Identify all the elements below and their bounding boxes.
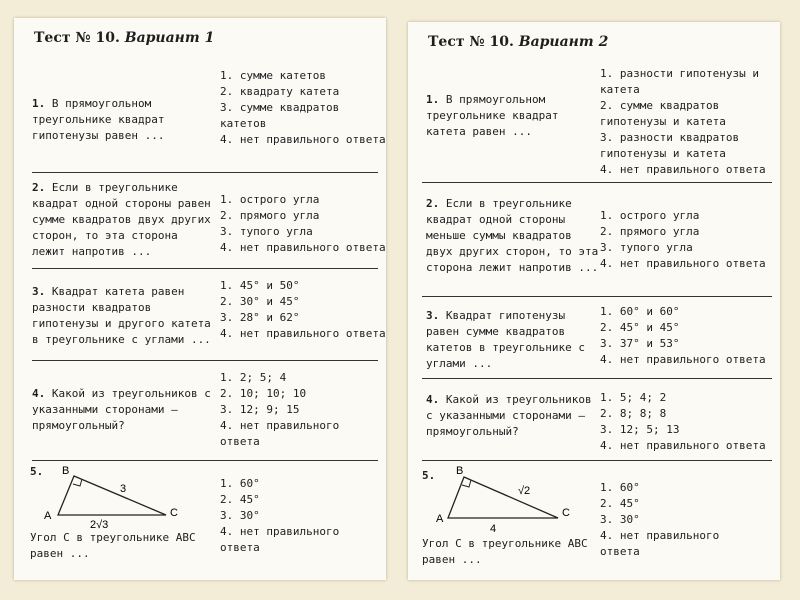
answer-option[interactable]: 2. 10; 10; 10 (220, 387, 307, 400)
vertex-label-b: B (456, 465, 464, 477)
divider (32, 360, 378, 361)
answer-option[interactable]: 2. 45° (220, 493, 260, 506)
question-3 (32, 284, 212, 348)
answers-2 (220, 192, 386, 256)
answer-option[interactable]: 3. тупого угла (600, 241, 693, 254)
answer-option[interactable]: 2. 45° (600, 497, 640, 510)
answer-option[interactable]: 3. тупого угла (220, 225, 313, 238)
question-number: 1. (426, 93, 440, 106)
answer-option[interactable]: 4. нет правильного ответа (220, 525, 340, 554)
question-text: Какой из треугольников с указанными сторонами — прямоугольный? (426, 393, 592, 438)
vertex-label-a: A (44, 510, 52, 522)
answer-option[interactable]: 1. 60° (600, 481, 640, 494)
divider (422, 296, 772, 297)
question-1 (32, 96, 212, 144)
answer-option[interactable]: 4. нет правильного ответа (220, 327, 386, 340)
question-number: 4. (32, 387, 46, 400)
vertex-label-b: B (62, 465, 70, 477)
answer-option[interactable]: 3. 37° и 53° (600, 337, 680, 350)
answer-option[interactable]: 4. нет правильного ответа (600, 439, 766, 452)
answer-option[interactable]: 1. 5; 4; 2 (600, 391, 667, 404)
answer-option[interactable]: 4. нет правильного ответа (600, 353, 766, 366)
answer-option[interactable]: 2. прямого угла (220, 209, 320, 222)
question-4 (426, 392, 600, 440)
title-variant: Вариант 1 (124, 30, 215, 46)
vertex-label-a: A (436, 513, 444, 525)
answer-option[interactable]: 4. нет правильного ответа (600, 163, 766, 176)
answers-2 (600, 208, 774, 272)
answers-1 (220, 68, 386, 148)
question-text: Если в треугольнике квадрат одной стороны меньше суммы квадратов двух других сторон, то эта сторона лежит напротив ... (426, 197, 599, 274)
answer-option[interactable]: 3. 28° и 62° (220, 311, 300, 324)
question-number: 4. (426, 393, 440, 406)
side-label-ac: 4 (490, 523, 497, 535)
page-title (34, 30, 214, 46)
right-angle-mark (73, 479, 82, 486)
question-5 (422, 536, 606, 568)
question-text: Квадрат катета равен разности квадратов гипотенузы и другого катета в треугольнике с углами ... (32, 285, 211, 346)
vertex-label-c: C (170, 507, 178, 519)
title-variant: Вариант 2 (518, 34, 609, 50)
question-2 (32, 180, 212, 260)
answers-1 (600, 66, 774, 178)
answer-option[interactable]: 4. нет правильного ответа (220, 241, 386, 254)
question-number: 3. (32, 285, 46, 298)
answer-option[interactable]: 2. 8; 8; 8 (600, 407, 667, 420)
page-title (428, 34, 608, 50)
question-text: Угол C в треугольнике ABC равен ... (30, 531, 196, 560)
answer-option[interactable]: 3. 30° (220, 509, 260, 522)
answers-5 (600, 480, 760, 560)
answer-option[interactable]: 3. сумме квадратов катетов (220, 101, 340, 130)
question-1 (426, 92, 596, 140)
answer-option[interactable]: 2. сумме квадратов гипотенузы и катета (600, 99, 726, 128)
question-text: В прямоугольном треугольнике квадрат гипотенузы равен ... (32, 97, 165, 142)
question-4 (32, 386, 212, 434)
answer-option[interactable]: 3. разности квадратов гипотенузы и катета (600, 131, 740, 160)
question-text: Угол C в треугольнике ABC равен ... (422, 537, 588, 566)
answers-4 (600, 390, 774, 454)
answer-option[interactable]: 2. прямого угла (600, 225, 700, 238)
answers-3 (600, 304, 774, 368)
question-text: Квадрат гипотенузы равен сумме квадратов катетов в треугольнике с углами ... (426, 309, 585, 370)
triangle-abc (58, 476, 166, 515)
answer-option[interactable]: 1. 60° (220, 477, 260, 490)
side-label-ac: 2√3 (90, 519, 109, 530)
question-text: Какой из треугольников с указанными сторонами – прямоугольный? (32, 387, 211, 432)
answer-option[interactable]: 4. нет правильного ответа (220, 133, 386, 146)
answer-option[interactable]: 3. 12; 9; 15 (220, 403, 300, 416)
answer-option[interactable]: 1. 2; 5; 4 (220, 371, 287, 384)
divider (32, 268, 378, 269)
divider (422, 378, 772, 379)
divider (32, 172, 378, 173)
question-number: 5. (30, 465, 44, 478)
question-number: 1. (32, 97, 46, 110)
answer-option[interactable]: 2. квадрату катета (220, 85, 340, 98)
question-text: Если в треугольнике квадрат одной стороны равен сумме квадратов двух других сторон, то эта сторона лежит напротив ... (32, 181, 211, 258)
answer-option[interactable]: 3. 12; 5; 13 (600, 423, 680, 436)
side-label-bc: √2 (518, 485, 531, 497)
answer-option[interactable]: 1. острого угла (600, 209, 700, 222)
question-2 (426, 196, 602, 276)
answer-option[interactable]: 4. нет правильного ответа (600, 529, 720, 558)
answer-option[interactable]: 4. нет правильного ответа (220, 419, 340, 448)
answers-3 (220, 278, 386, 342)
divider (32, 460, 378, 461)
triangle-figure (36, 462, 196, 530)
title-prefix: Тест № 10. (428, 34, 514, 50)
vertex-label-c: C (562, 507, 570, 519)
answers-5 (220, 476, 382, 556)
question-3 (426, 308, 602, 372)
divider (422, 182, 772, 183)
title-prefix: Тест № 10. (34, 30, 120, 46)
question-5 (30, 530, 214, 562)
test-page-variant-1 (14, 18, 386, 580)
side-label-bc: 3 (120, 483, 127, 495)
test-page-variant-2 (408, 22, 780, 580)
answer-option[interactable]: 1. острого угла (220, 193, 320, 206)
answer-option[interactable]: 2. 30° и 45° (220, 295, 300, 308)
answer-option[interactable]: 2. 45° и 45° (600, 321, 680, 334)
answer-option[interactable]: 1. сумме катетов (220, 69, 326, 82)
question-number: 2. (32, 181, 46, 194)
triangle-figure (432, 460, 592, 540)
question-text: В прямоугольном треугольнике квадрат катета равен ... (426, 93, 559, 138)
question-number: 2. (426, 197, 440, 210)
triangle-abc (448, 477, 558, 518)
right-angle-mark (462, 480, 471, 487)
answer-option[interactable]: 1. 60° и 60° (600, 305, 680, 318)
answer-option[interactable]: 1. 45° и 50° (220, 279, 300, 292)
answer-option[interactable]: 4. нет правильного ответа (600, 257, 766, 270)
answer-option[interactable]: 3. 30° (600, 513, 640, 526)
question-number: 5. (422, 469, 436, 482)
answers-4 (220, 370, 380, 450)
answer-option[interactable]: 1. разности гипотенузы и катета (600, 67, 759, 96)
question-number: 3. (426, 309, 440, 322)
